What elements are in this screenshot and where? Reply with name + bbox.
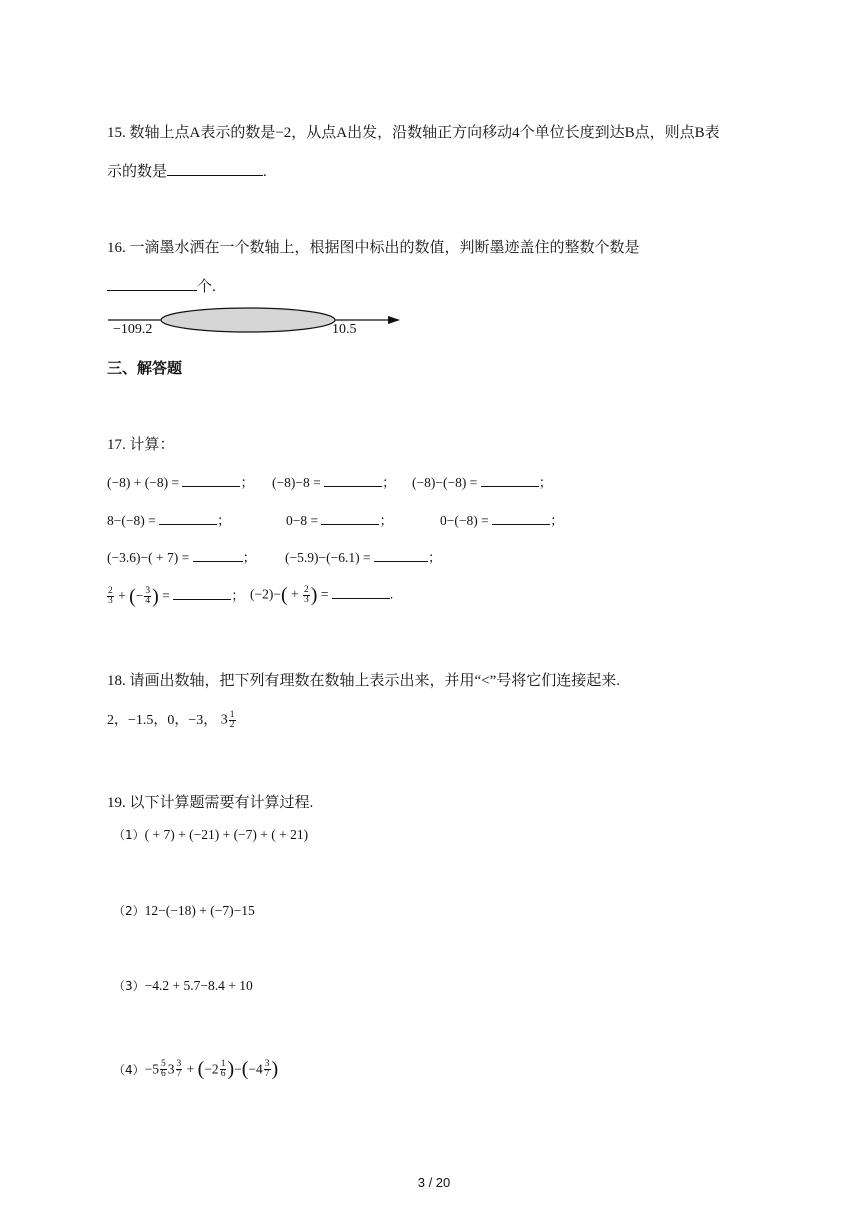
fraction: $\frac{2}{3}$ <box>304 585 309 605</box>
item-label: （1） <box>113 828 145 842</box>
paren-close: ) <box>310 584 318 606</box>
separator: ； <box>379 513 393 528</box>
fraction: $\frac{2}{3}$ <box>108 586 113 607</box>
q15-line2-suffix: . <box>263 164 267 180</box>
paren-close: ) <box>271 1058 279 1080</box>
q17-row1-item1 <box>107 471 254 491</box>
q17-row3-item1 <box>107 546 256 566</box>
q17-expr: (−8)−8 = <box>272 475 321 490</box>
plus-sign: + <box>118 588 126 603</box>
item-expression: −4.2 + 5.7−8.4 + 10 <box>144 978 253 993</box>
answer-blank[interactable] <box>481 485 539 487</box>
separator: ； <box>382 475 396 490</box>
q17-row2-item1 <box>107 509 231 529</box>
separator: ； <box>538 475 553 490</box>
q17-row2-item2 <box>286 509 393 529</box>
answer-blank[interactable] <box>173 598 231 600</box>
q17-row1-item3 <box>412 471 552 491</box>
separator: ； <box>550 513 564 528</box>
answer-blank[interactable] <box>324 485 382 487</box>
q19-title: 19. 以下计算题需要有计算过程. <box>107 795 314 811</box>
item-label: （3） <box>113 979 145 993</box>
mixed-whole: −4 <box>248 1061 263 1077</box>
separator: ； <box>427 550 442 565</box>
q16-line2-suffix: 个. <box>197 279 216 295</box>
q15-answer-blank[interactable] <box>167 174 263 176</box>
q15-line2 <box>107 160 267 181</box>
paren-open: ( <box>280 584 288 606</box>
mixed-number: 3 $\frac{1}{2}$ <box>220 710 235 731</box>
q16-answer-blank[interactable] <box>107 289 197 291</box>
q17-row1-item2 <box>272 471 396 491</box>
number-line-arrow-icon <box>388 316 400 324</box>
q17-expr: (−8) + (−8) = <box>107 475 180 490</box>
q19-item3 <box>113 977 253 994</box>
mixed-whole: 3 <box>167 1061 175 1077</box>
minus-sign: − <box>234 1061 242 1077</box>
item-expression: ( + 7) + (−21) + (−7) + ( + 21) <box>144 827 309 842</box>
item-label: （4） <box>113 1063 145 1077</box>
q17-expr: (−8)−(−8) = <box>412 475 478 490</box>
q17-expr: 0−8 = <box>286 513 319 528</box>
paren-open: ( <box>129 585 136 608</box>
q19-item1 <box>113 826 308 843</box>
q17-row2-item3 <box>440 509 564 529</box>
q17-expr: 0−(−8) = <box>440 513 489 528</box>
mixed-whole: −5 <box>144 1061 160 1077</box>
item-label: （2） <box>113 904 145 918</box>
q19-item2 <box>113 902 255 919</box>
q15-line2-prefix: 示的数是 <box>107 164 168 180</box>
item-expression: 12−(−18) + (−7)−15 <box>144 903 255 918</box>
q17-expr: (−3.6)−( + 7) = <box>107 550 190 565</box>
q18-number-list: 2，−1.5，0，−3， <box>107 713 218 728</box>
answer-blank[interactable] <box>492 523 550 525</box>
page-number: 3 / 20 <box>417 1175 451 1190</box>
q17-row4-item1 <box>106 584 245 608</box>
paren-close: ) <box>227 1058 235 1080</box>
answer-blank[interactable] <box>159 523 217 525</box>
ink-blot <box>161 308 335 332</box>
q18-numbers <box>107 709 237 730</box>
q18-title: 18. 请画出数轴，把下列有理数在数轴上表示出来，并用“<”号将它们连接起来. <box>107 673 621 689</box>
equals-sign: = <box>162 588 170 603</box>
paren-close: ) <box>152 585 159 608</box>
fraction: $\frac{3}{4}$ <box>145 586 151 607</box>
separator: ； <box>231 588 245 603</box>
q17-row3-item2 <box>285 546 441 566</box>
section-title: 三、解答题 <box>107 361 183 377</box>
mixed-whole: −2 <box>204 1061 219 1077</box>
period: . <box>389 586 394 602</box>
fraction: $\frac{1}{6}$ <box>220 1059 226 1079</box>
q16-line1: 16. 一滴墨水洒在一个数轴上，根据图中标出的数值，判断墨迹盖住的整数个数是 <box>107 240 640 256</box>
q17-expr: (−2)− <box>250 586 281 602</box>
fraction: $\frac{5}{6}$ <box>161 1059 166 1079</box>
paren-open: ( <box>241 1058 249 1080</box>
answer-blank[interactable] <box>193 560 243 562</box>
answer-blank[interactable] <box>321 523 379 525</box>
plus-sign: + <box>291 586 299 602</box>
answer-blank[interactable] <box>182 485 240 487</box>
separator: ； <box>242 550 257 565</box>
q19-item4 <box>113 1058 278 1081</box>
paren-open: ( <box>197 1058 205 1080</box>
fraction: $\frac{3}{7}$ <box>264 1059 270 1079</box>
separator: ； <box>217 513 231 528</box>
q17-expr: 8−(−8) = <box>107 513 156 528</box>
q15-line1: 15. 数轴上点A表示的数是−2，从点A出发，沿数轴正方向移动4个单位长度到达B点，则点B表 <box>107 125 720 141</box>
q17-title: 17. 计算： <box>107 437 175 453</box>
ink-right-value: 10.5 <box>332 322 357 337</box>
q17-expr: (−5.9)−(−6.1) = <box>285 550 371 565</box>
plus-sign: + <box>186 1061 195 1077</box>
answer-blank[interactable] <box>374 560 428 562</box>
separator: ； <box>240 475 254 490</box>
ink-left-value: −109.2 <box>113 322 153 337</box>
equals-sign: = <box>320 586 329 602</box>
q17-row4-item2 <box>250 584 393 607</box>
fraction: $\frac{3}{7}$ <box>176 1059 182 1079</box>
q16-line2 <box>107 275 216 296</box>
answer-blank[interactable] <box>332 597 390 599</box>
minus-sign: − <box>135 588 144 603</box>
